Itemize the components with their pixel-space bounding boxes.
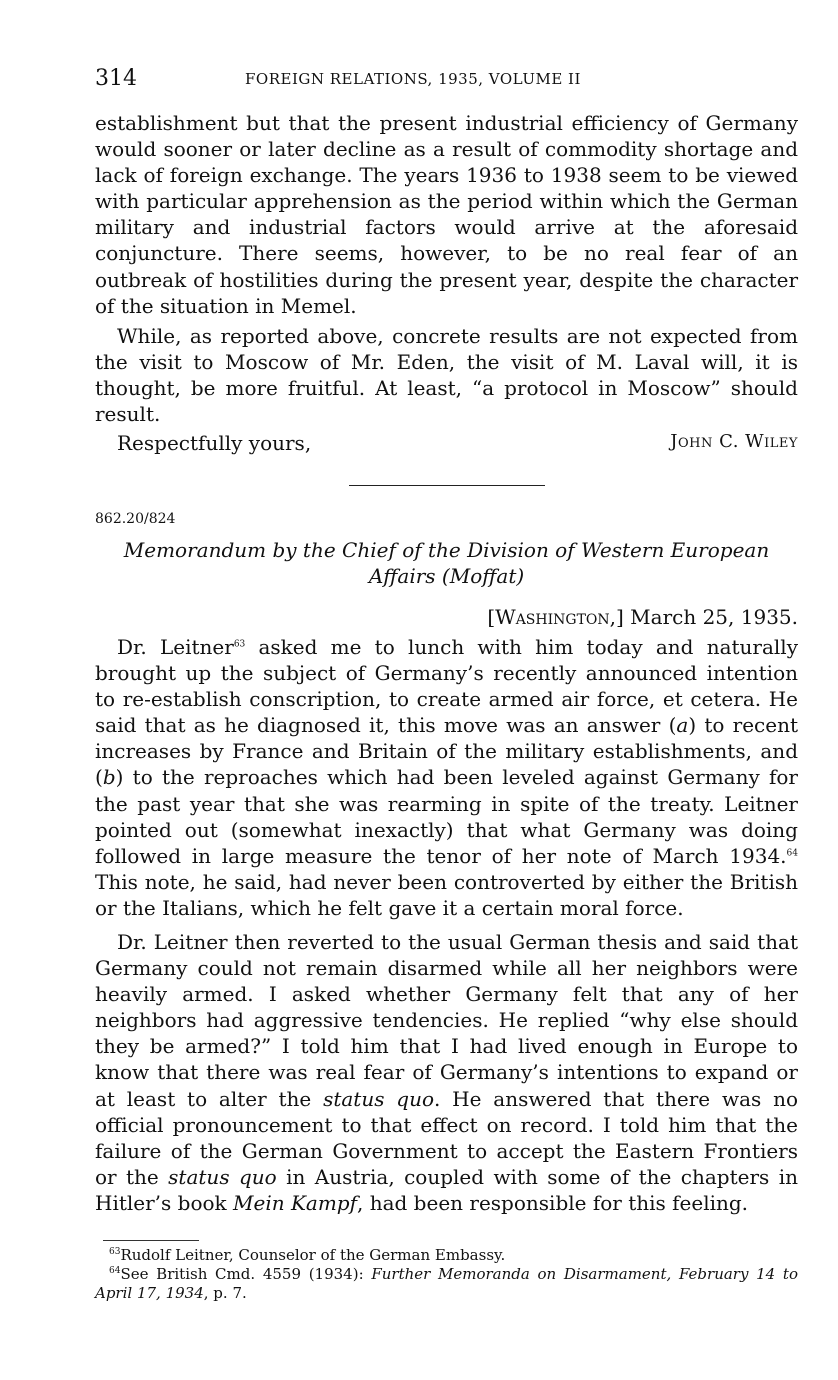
file-number: 862.20/824 <box>95 511 176 527</box>
footnote-64-text-b: , p. 7. <box>203 1284 247 1302</box>
enum-b: b <box>102 765 116 790</box>
memo-p1-text-a: Dr. Leitner <box>117 635 234 659</box>
dateline-date: March 25, 1935. <box>630 605 798 629</box>
letter-signature: John C. Wiley <box>670 431 798 452</box>
status-quo-term: status quo <box>323 1086 435 1111</box>
memo-title: Memorandum by the Chief of the Division of Western European Affairs (Moffat) <box>123 538 770 588</box>
section-divider <box>349 485 545 486</box>
memo-p1-text-c: ) to recent increases by France and Britain of the military establishments, and ( <box>95 713 799 790</box>
footnote-63-text: Rudolf Leitner, Counselor of the German Embassy. <box>120 1246 506 1264</box>
memo-p1-text-e: This note, he said, had never been controverted by either the British or the Italians, which he felt gave it a certain moral force. <box>95 869 798 920</box>
memo-p2-text-c: in Austria, coupled with some of the chapters in Hitler’s book <box>95 1164 798 1215</box>
footnote-64-number: 64 <box>109 1266 121 1276</box>
footnote-64 <box>95 1265 798 1303</box>
footnote-63-number: 63 <box>109 1247 121 1257</box>
dateline: [Washington,] March 25, 1935. <box>487 605 798 629</box>
page-header <box>95 66 798 96</box>
memo-p2-text-d: , had been responsible for this feeling. <box>357 1190 749 1215</box>
letter-paragraph-2: While, as reported above, concrete results are not expected from the visit to Moscow of Mr. Eden, the visit of M. Laval will, it is thought, be more fruitful. At least, “a protocol in Moscow” should result. <box>95 324 798 427</box>
book-title: Mein Kampf <box>233 1190 357 1215</box>
status-quo-term-2: status quo <box>168 1164 277 1189</box>
memo-p2-text-a: Dr. Leitner then reverted to the usual German thesis and said that Germany could not remain disarmed while all her neighbors were heavily armed. I asked whether Germany felt that any of her neighbors had aggressive tendencies. He replied “why else should they be armed?” I told him that I had lived enough in Europe to know that there was real fear of Germany’s intentions to expand or at least to alter the <box>95 930 798 1111</box>
letter-closing: Respectfully yours, <box>117 431 312 455</box>
memo-paragraph-2 <box>95 929 798 1216</box>
memo-p2-text-b: . He answered that there was no official pronouncement to that effect on record. I told him that the failure of the German Government to accept the Eastern Frontiers or the <box>95 1086 798 1189</box>
running-head: FOREIGN RELATIONS, 1935, VOLUME II <box>245 70 581 88</box>
memo-p1-text-b: asked me to lunch with him today and naturally brought up the subject of Germany’s recently announced intention to re-establish conscription, to create armed air force, et cetera. He said that as he diagnosed it, this move was an answer ( <box>95 635 798 738</box>
footnote-ref-63: 63 <box>233 639 246 650</box>
letter-paragraph-1: establishment but that the present industrial efficiency of Germany would sooner or later decline as a result of commodity shortage and lack of foreign exchange. The years 1936 to 1938 seem to be viewed with particular apprehension as the period within which the German military and industrial factors would arrive at the aforesaid conjuncture. There seems, however, to be no real fear of an outbreak of hostilities during the present year, despite the character of the situation in Memel. <box>95 111 798 318</box>
footnote-64-title: Further Memoranda on Disarmament, February 14 to April 17, 1934 <box>95 1265 798 1302</box>
memo-p1-text-d: ) to the reproaches which had been leveled against Germany for the past year that she was rearming in spite of the treaty. Leitner pointed out (somewhat inexactly) that what Germany was doing followed in large measure the tenor of her note of March 1934. <box>95 765 798 868</box>
footnote-63 <box>95 1246 798 1265</box>
dateline-place: Washington, <box>495 605 616 629</box>
footnote-ref-64: 64 <box>786 848 798 859</box>
memo-paragraph-1 <box>95 634 798 921</box>
enum-a: a <box>676 713 689 738</box>
page-number: 314 <box>95 66 137 91</box>
footnote-64-text-a: See British Cmd. 4559 (1934): <box>120 1265 372 1283</box>
footnote-divider <box>103 1240 199 1241</box>
